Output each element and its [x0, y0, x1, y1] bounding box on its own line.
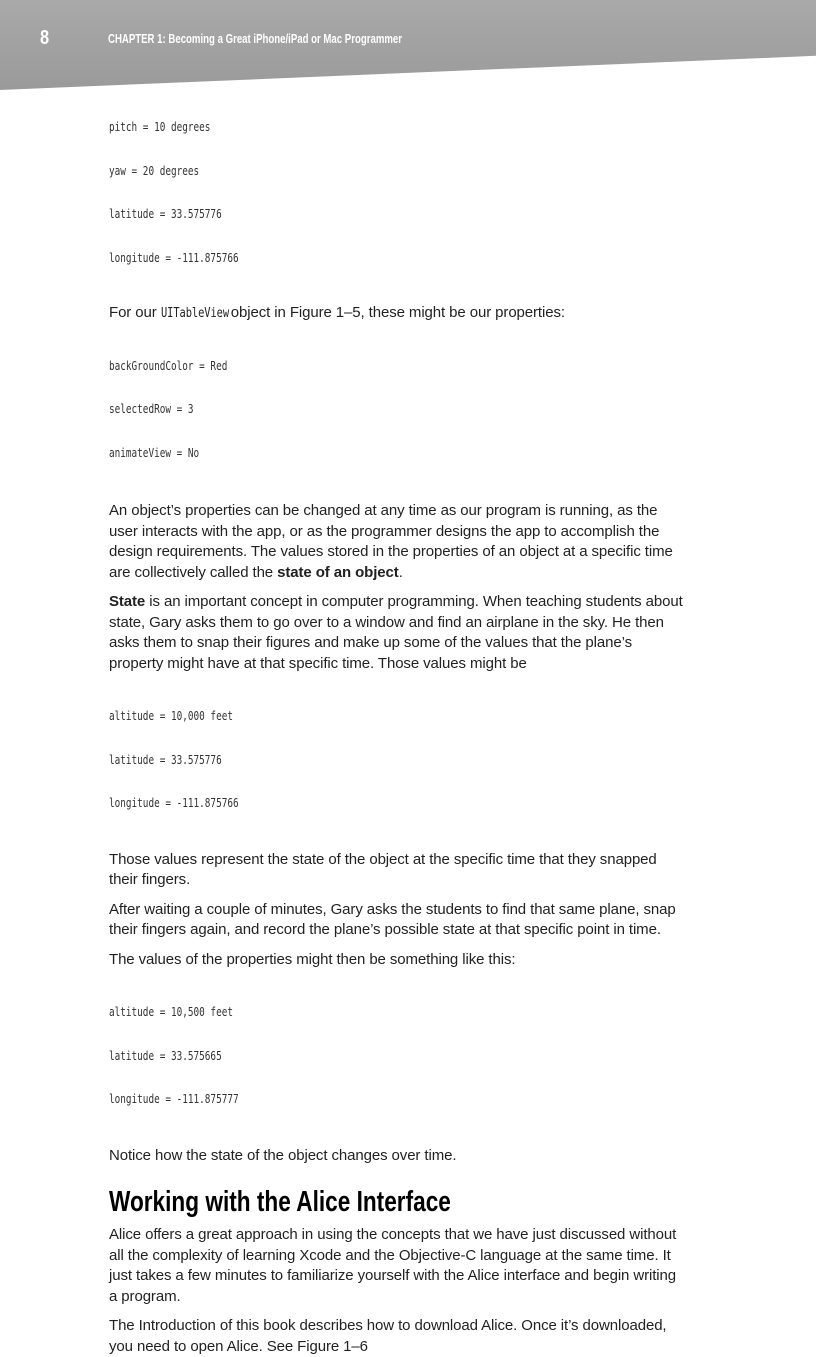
paragraph-state-intro [109, 501, 709, 583]
text-line: their fingers. [109, 871, 191, 888]
code-block-table-properties [109, 330, 577, 490]
text-line: An object’s properties can be changed at any time as our program is running, as the [109, 502, 658, 519]
term-state: State [109, 593, 146, 610]
text-line: just takes a few minutes to familiarize yourself with the Alice interface and begin writing [109, 1267, 677, 1284]
code-line: pitch = 10 degrees [109, 120, 211, 134]
text-run: are collectively called the [109, 563, 278, 581]
text-run: For our [109, 304, 161, 321]
code-line: longitude = -111.875777 [109, 1092, 239, 1106]
text-line: property might have at that specific time. Those values might be [109, 654, 527, 672]
paragraph-alice-offers [109, 1225, 709, 1307]
text-line: you need to open Alice. See Figure 1–6 [109, 1337, 368, 1355]
text-line: a program. [109, 1287, 181, 1305]
code-line: backGroundColor = Red [109, 358, 228, 373]
inline-code-uitableview: UITableView [160, 306, 229, 321]
code-line: altitude = 10,000 feet [109, 709, 233, 723]
text-line: Those values represent the state of the object at the specific time that they snapped [109, 850, 657, 868]
section-heading: Working with the Alice Interface [109, 1186, 451, 1218]
text-line: user interacts with the app, or as the programmer designs the app to accomplish the [109, 522, 660, 540]
page-body [109, 91, 709, 1357]
code-line: yaw = 20 degrees [109, 163, 200, 178]
chapter-title: CHAPTER 1: Becoming a Great iPhone/iPad or Mac Programmer [108, 31, 403, 46]
code-line: longitude = -111.875766 [109, 250, 239, 265]
text-line: their fingers again, and record the plane’s possible state at that specific point in time. [109, 921, 661, 938]
text-run: object in Figure 1–5, these might be our properties: [226, 304, 565, 321]
page-number: 8 [40, 27, 50, 49]
code-line: altitude = 10,500 feet [109, 1005, 233, 1019]
paragraph-after-waiting [109, 900, 709, 941]
code-block-orientation [109, 91, 577, 294]
text-line: all the complexity of learning Xcode and the Objective-C language at the same time. It [109, 1246, 671, 1264]
text-line: state, Gary asks them to go over to a window and find an airplane in the sky. He then [109, 613, 664, 631]
code-block-plane-state-1 [109, 680, 577, 840]
paragraph-state-concept [109, 592, 709, 674]
text-line: The Introduction of this book describes how to download Alice. Once it’s downloaded, [109, 1317, 667, 1334]
text-line: asks them to snap their figures and make up some of the values that the plane’s [109, 634, 632, 651]
text-run: is an important concept in computer programming. When teaching students about [145, 593, 683, 610]
text-run: . [398, 563, 403, 581]
code-line: latitude = 33.575665 [109, 1048, 222, 1063]
paragraph-introduction [109, 1316, 709, 1357]
paragraph-values-state [109, 850, 709, 891]
paragraph-values-then: The values of the properties might then be something like this: [109, 950, 516, 968]
text-line: design requirements. The values stored in the properties of an object at a specific time [109, 543, 673, 560]
paragraph-notice: Notice how the state of the object changes over time. [109, 1146, 457, 1164]
code-line: latitude = 33.575776 [109, 207, 222, 221]
text-line: Alice offers a great approach in using the concepts that we have just discussed without [109, 1226, 677, 1243]
paragraph-figure-intro [109, 303, 709, 325]
code-line: longitude = -111.875766 [109, 796, 239, 810]
code-block-plane-state-2 [109, 976, 577, 1136]
code-line: selectedRow = 3 [109, 402, 194, 416]
term-state-of-an-object: state of an object [277, 563, 399, 581]
code-line: animateView = No [109, 445, 200, 460]
code-line: latitude = 33.575776 [109, 752, 222, 767]
text-line: After waiting a couple of minutes, Gary asks the students to find that same plane, snap [109, 900, 676, 918]
